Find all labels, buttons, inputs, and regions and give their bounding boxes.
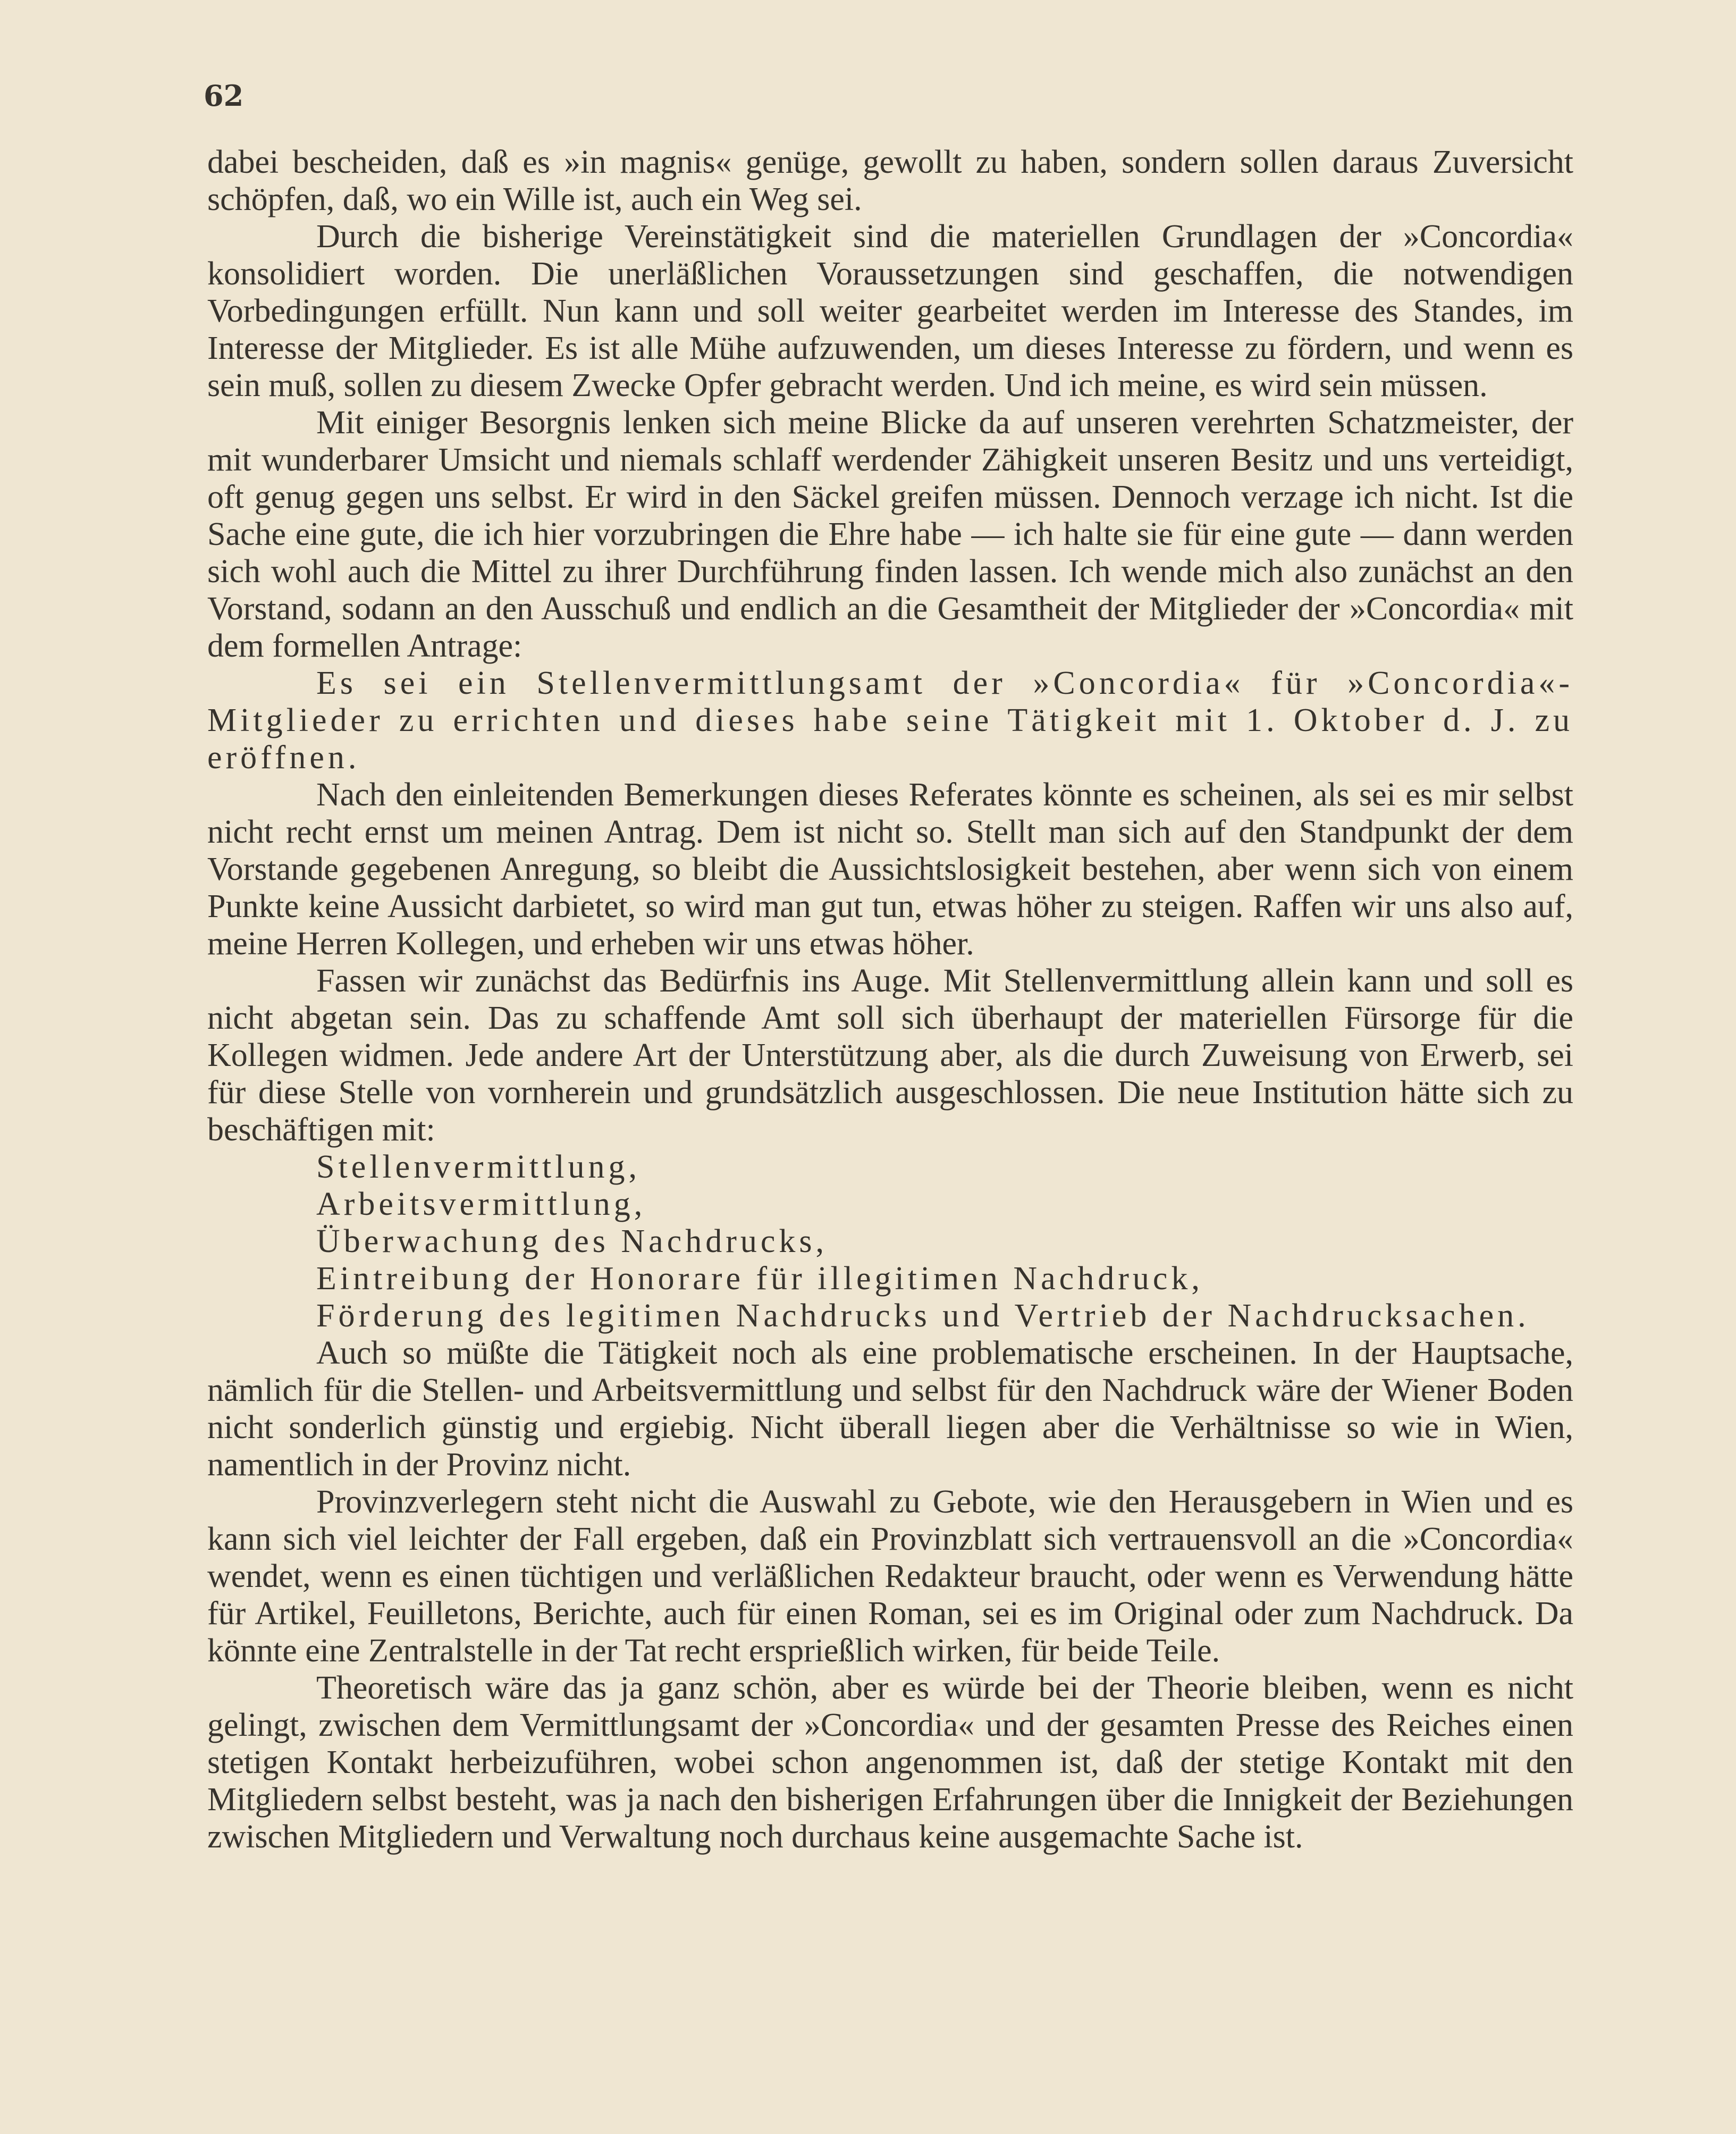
- page-number: 62: [204, 79, 244, 113]
- paragraph-problematic: Auch so müßte die Tätigkeit noch als eine problematische erscheinen. In der Hauptsache, nämlich für die Stellen- und Arbeitsvermittlung und selbst für den Nachdruck wäre der Wiener Boden nicht sonderlich günstig und ergiebig. Nicht überall liegen aber die Verhältnisse so wie in Wien, namentlich in der Provinz nicht.: [207, 1335, 1573, 1483]
- task-list: [207, 1148, 1573, 1334]
- list-item: Überwachung des Nachdrucks,: [316, 1223, 828, 1259]
- list-item: Förderung des legitimen Nachdrucks und Vertrieb der Nachdrucksachen.: [316, 1298, 1530, 1334]
- list-item: Stellenvermittlung,: [316, 1149, 641, 1185]
- paragraph-need: Fassen wir zunächst das Bedürfnis ins Auge. Mit Stellenvermittlung allein kann und soll es nicht abgetan sein. Das zu schaffende Amt soll sich überhaupt der materiellen Fürsorge für die Kollegen widmen. Jede andere Art der Unterstützung aber, als die durch Zuweisung von Erwerb, sei für diese Stelle von vornherein und grundsätzlich ausgeschlossen. Die neue Institution hätte sich zu beschäftigen mit:: [207, 963, 1573, 1148]
- paragraph-introduction-remarks: Nach den einleitenden Bemerkungen dieses Referates könnte es scheinen, als sei es mir selbst nicht recht ernst um meinen Antrag. Dem ist nicht so. Stellt man sich auf den Standpunkt der dem Vorstande gegebenen Anregung, so bleibt die Aussichtslosigkeit bestehen, aber wenn sich von einem Punkte keine Aussicht darbietet, so wird man gut tun, etwas höher zu steigen. Raffen wir uns also auf, meine Herren Kollegen, und erheben wir uns etwas höher.: [207, 777, 1573, 962]
- paragraph-theory: Theoretisch wäre das ja ganz schön, aber es würde bei der Theorie bleiben, wenn es nicht gelingt, zwischen dem Vermittlungsamt der »Concordia« und der gesamten Presse des Reiches einen stetigen Kontakt herbeizuführen, wobei schon angenommen ist, daß der stetige Kontakt mit den Mitgliedern selbst besteht, was ja nach den bisherigen Erfahrungen über die Innigkeit der Beziehungen zwischen Mitgliedern und Verwaltung noch durchaus keine ausgemachte Sache ist.: [207, 1670, 1573, 1855]
- paragraph-provinces: Provinzverlegern steht nicht die Auswahl zu Gebote, wie den Herausgebern in Wien und es kann sich viel leichter der Fall ergeben, daß ein Provinzblatt sich vertrauensvoll an die »Concordia« wendet, wenn es einen tüchtigen und verläßlichen Redakteur braucht, oder wenn es Verwendung hätte für Artikel, Feuilletons, Berichte, auch für einen Roman, sei es im Original oder zum Nachdruck. Da könnte eine Zentralstelle in der Tat recht ersprießlich wirken, für beide Teile.: [207, 1484, 1573, 1669]
- list-item: Eintreibung der Honorare für illegitimen Nachdruck,: [316, 1261, 1203, 1297]
- body-text: [207, 144, 1573, 1855]
- paragraph-continued: dabei bescheiden, daß es »in magnis« genüge, gewollt zu haben, sondern sollen daraus Zuversicht schöpfen, daß, wo ein Wille ist, auch ein Weg sei.: [207, 144, 1573, 217]
- paragraph-motion: Es sei ein Stellenvermittlungsamt der »Concordia« für »Concordia«-Mitglieder zu errichten und dieses habe seine Tätigkeit mit 1. Oktober d. J. zu eröffnen.: [207, 665, 1573, 776]
- paragraph-treasurer: Mit einiger Besorgnis lenken sich meine Blicke da auf unseren verehrten Schatzmeister, der mit wunderbarer Umsicht und niemals schlaff werdender Zähigkeit unseren Besitz und uns verteidigt, oft genug gegen uns selbst. Er wird in den Säckel greifen müssen. Dennoch verzage ich nicht. Ist die Sache eine gute, die ich hier vorzubringen die Ehre habe — ich halte sie für eine gute — dann werden sich wohl auch die Mittel zu ihrer Durchführung finden lassen. Ich wende mich also zunächst an den Vorstand, sodann an den Ausschuß und endlich an die Gesamtheit der Mitglieder der »Concordia« mit dem formellen Antrage:: [207, 405, 1573, 664]
- list-item: Arbeitsvermittlung,: [316, 1186, 646, 1222]
- paragraph-foundations: Durch die bisherige Vereinstätigkeit sind die materiellen Grundlagen der »Concordia« konsolidiert worden. Die unerläßlichen Voraussetzungen sind geschaffen, die notwendigen Vorbedingungen erfüllt. Nun kann und soll weiter gearbeitet werden im Interesse des Standes, im Interesse der Mitglieder. Es ist alle Mühe aufzuwenden, um dieses Interesse zu fördern, und wenn es sein muß, sollen zu diesem Zwecke Opfer gebracht werden. Und ich meine, es wird sein müssen.: [207, 219, 1573, 404]
